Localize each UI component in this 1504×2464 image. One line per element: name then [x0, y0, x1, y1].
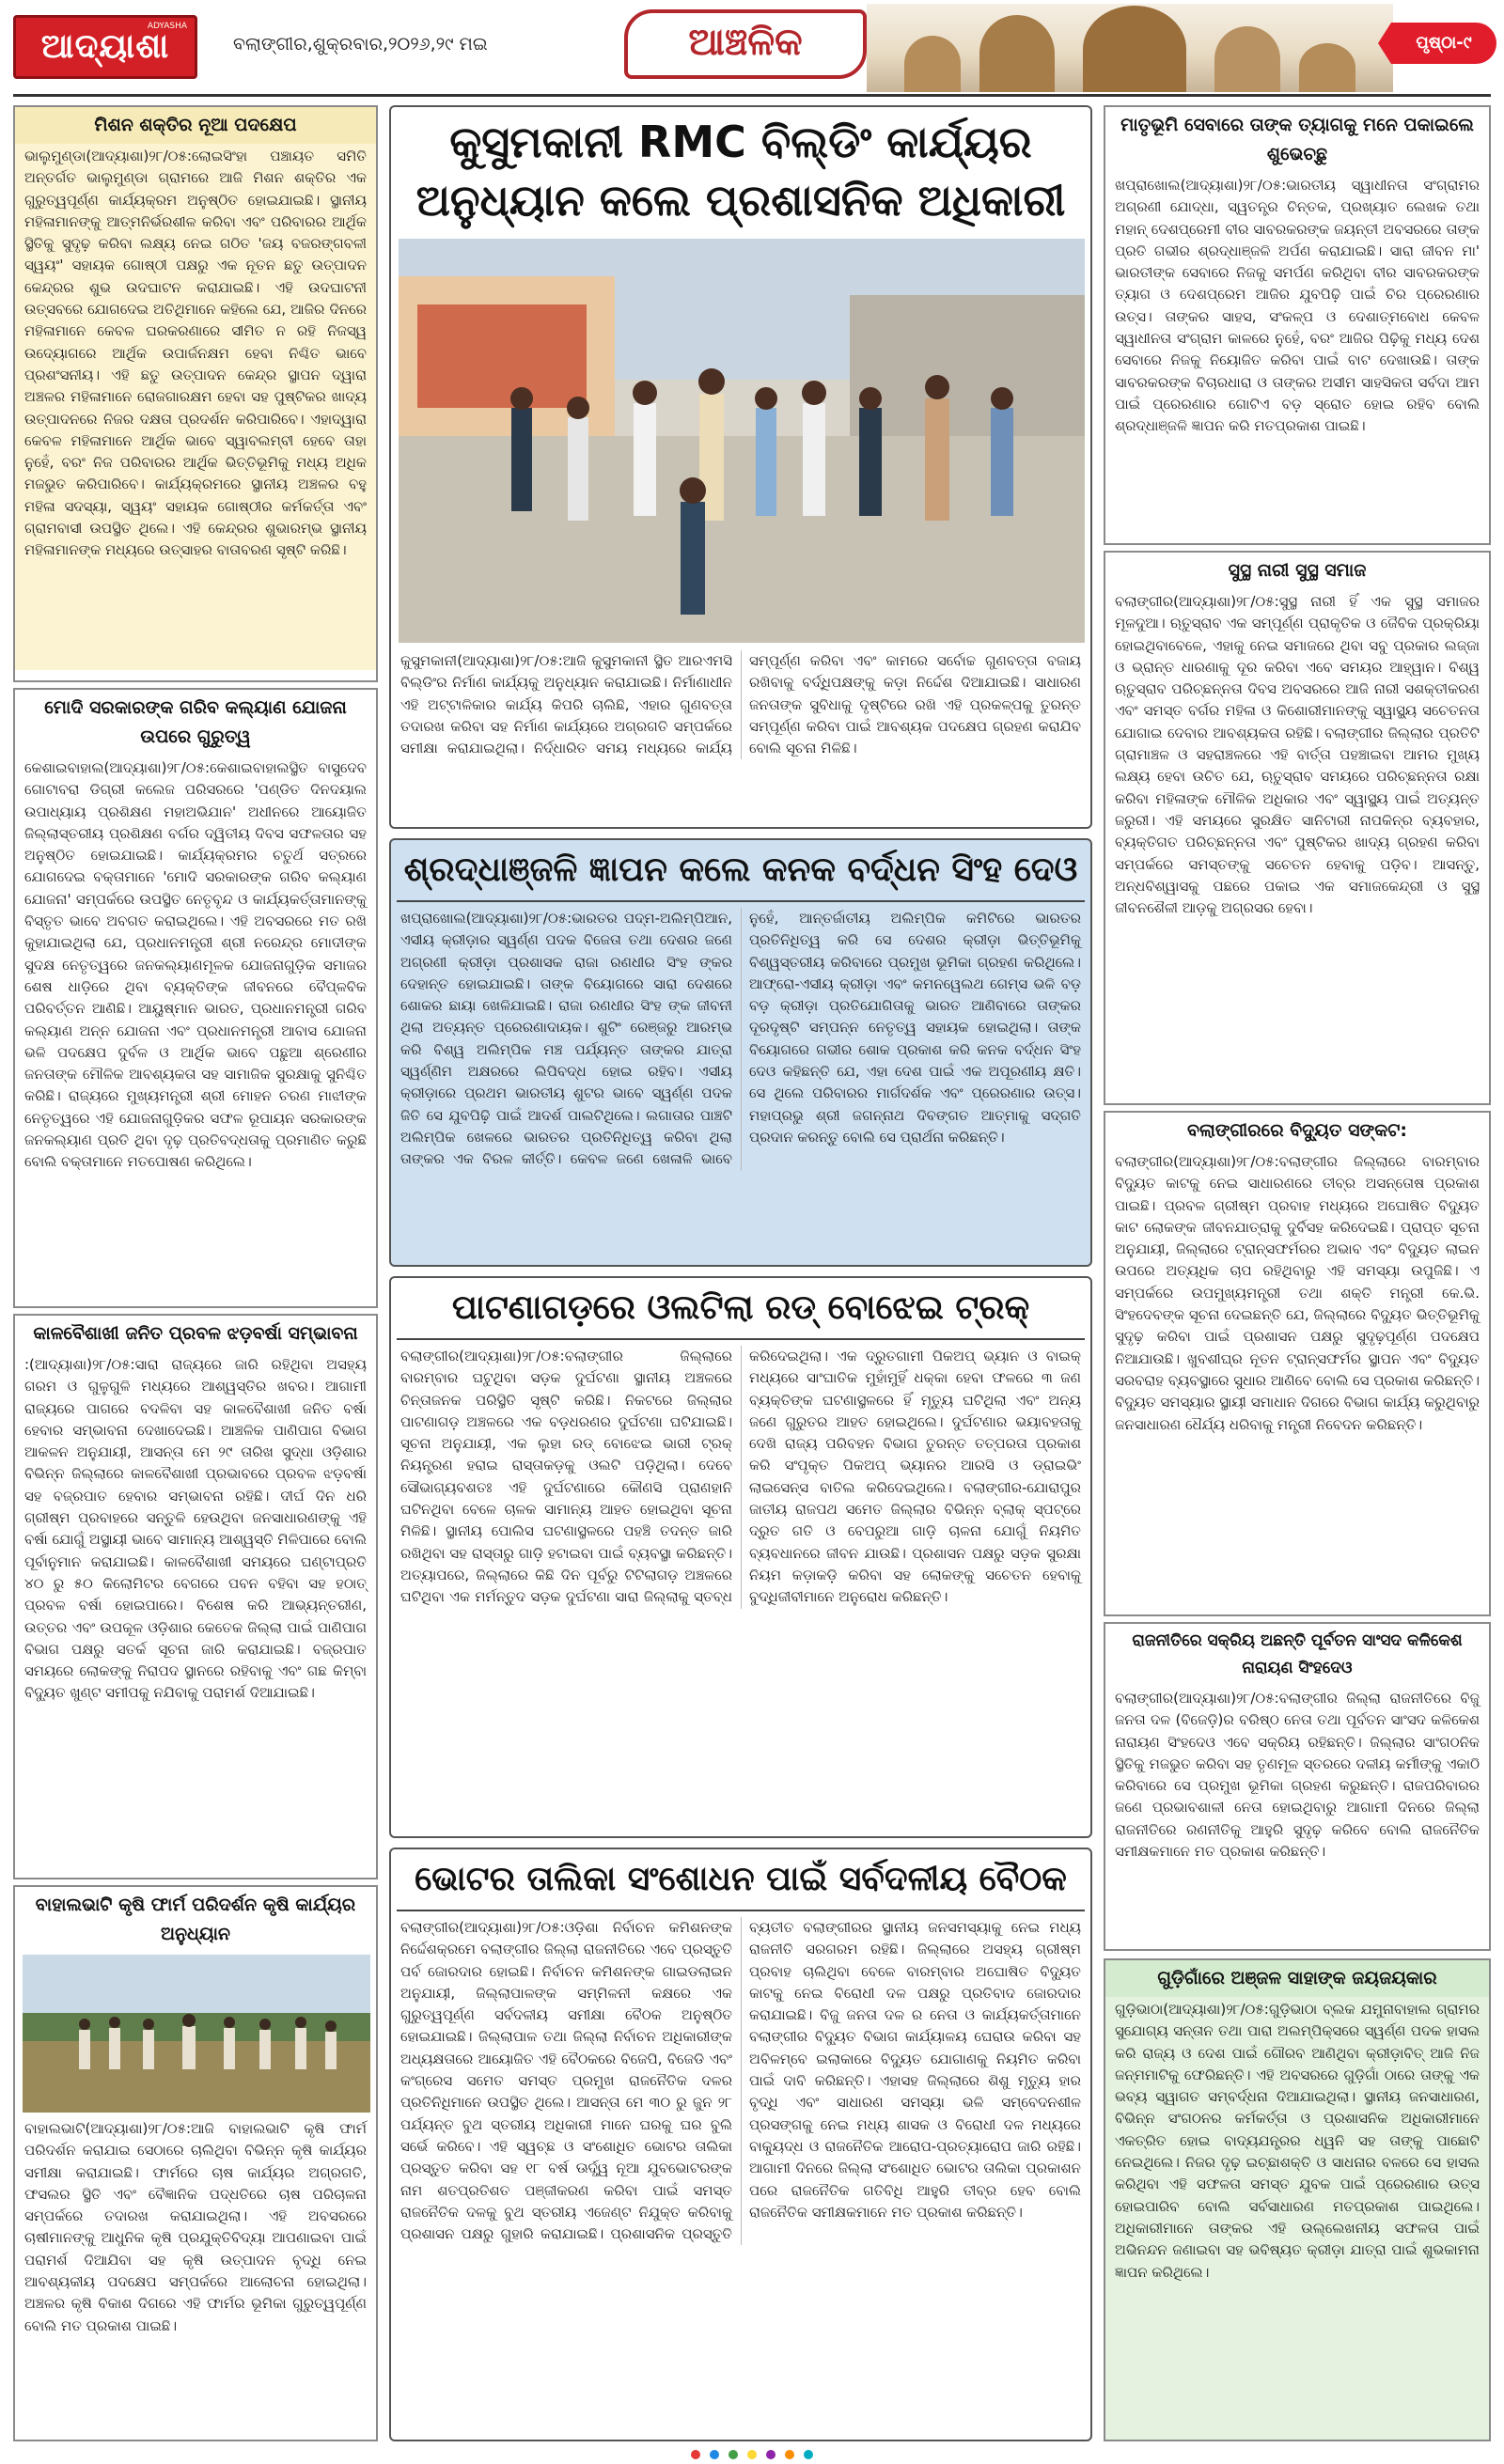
pagination-dot[interactable]	[804, 2450, 813, 2459]
headline: ସୁସ୍ଥ ନାରୀ ସୁସ୍ଥ ସମାଜ	[1228, 560, 1367, 581]
article-body: ବଲାଙ୍ଗୀର(ଆଦ୍ୟାଶା)୨୮/୦୫:ବଲାଙ୍ଗୀର ଜିଲ୍ଲାରେ ବାରମ୍ବାର ବିଦ୍ୟୁତ କାଟକୁ ନେଇ ସାଧାରଣରେ ତୀବ୍ର ଅସନ୍ତୋଷ ପ୍ରକାଶ ପାଇଛି। ପ୍ରବଳ ଗ୍ରୀଷ୍ମ ପ୍ରବାହ ମଧ୍ୟରେ ଅଘୋଷିତ ବିଦ୍ୟୁତ କାଟ ଲୋକଙ୍କ ଜୀବନଯାତ୍ରାକୁ ଦୁର୍ବିସହ କରିଦେଇଛି। ପ୍ରାପ୍ତ ସୂଚନା ଅନୁଯାୟୀ, ଜିଲ୍ଲାରେ ଟ୍ରାନ୍ସଫର୍ମରର ଅଭାବ ଏବଂ ବିଦ୍ୟୁତ ଲାଇନ ଉପରେ ଅତ୍ୟଧିକ ଚାପ ରହିଥିବାରୁ ଏହି ସମସ୍ୟା ଉପୁଜିଛି। ଏ ସମ୍ପର୍କରେ ଉପମୁଖ୍ୟମନ୍ତ୍ରୀ ତଥା ଶକ୍ତି ମନ୍ତ୍ରୀ କେ.ଭି. ସିଂହଦେବଙ୍କ ସୂଚନା ଦେଇଛନ୍ତି ଯେ, ଜିଲ୍ଲାରେ ବିଦ୍ୟୁତ ଭିତ୍ତିଭୂମିକୁ ସୁଦୃଢ଼ କରିବା ପାଇଁ ପ୍ରଶାସନ ପକ୍ଷରୁ ସୁଦୃଢ଼ପୂର୍ଣ୍ଣ ପଦକ୍ଷେପ ନିଆଯାଉଛି। ଖୁବଶୀଘ୍ର ନୂତନ ଟ୍ରାନ୍ସଫର୍ମର ସ୍ଥାପନ ଏବଂ ବିଦ୍ୟୁତ ସରବରାହ ବ୍ୟବସ୍ଥାରେ ସୁଧାର ଆଣିବେ ବୋଲି ସେ ପ୍ରକାଶ କରିଛନ୍ତି। ବିଦ୍ୟୁତ ସମସ୍ୟାର ସ୍ଥାୟୀ ସମାଧାନ ଦିଗରେ ବିଭାଗ କାର୍ଯ୍ୟ କରୁଥିବାରୁ ଜନସାଧାରଣ ଧୈର୍ଯ୍ୟ ଧରିବାକୁ ମନ୍ତ୍ରୀ ନିବେଦନ କରିଛନ୍ତି।	[1115, 1153, 1480, 1433]
article-body: କୁସୁମକାନୀ(ଆଦ୍ୟାଶା)୨୮/୦୫:ଆଜି କୁସୁମକାନୀ ସ୍ଥିତ ଆରଏମସି ବିଲ୍ଡିଂର ନିର୍ମାଣ କାର୍ଯ୍ୟକୁ ଅନୁଧ୍ୟାନ କରାଯାଇଛି। ନିର୍ମାଣାଧୀନ ଏହି ଅଟ୍ଟାଳିକାର କାର୍ଯ୍ୟ କିପରି ଚାଲିଛି, ଏହାର ଗୁଣବତ୍ତା ତଦାରଖ କରିବା ସହ ନିର୍ମାଣ କାର୍ଯ୍ୟରେ ଅଗ୍ରଗତି ସମ୍ପର୍କରେ ସମୀକ୍ଷା କରାଯାଇଥିଲା। ନିର୍ଦ୍ଧାରିତ ସମୟ ମଧ୍ୟରେ କାର୍ଯ୍ୟ ସମ୍ପୂର୍ଣ୍ଣ କରିବା ଏବଂ କାମରେ ସର୍ବୋଚ୍ଚ ଗୁଣବତ୍ତା ବଜାୟ ରଖିବାକୁ ବର୍ଦ୍ଧିପକ୍ଷଙ୍କୁ କଡ଼ା ନିର୍ଦ୍ଦେଶ ଦିଆଯାଇଛି। ସାଧାରଣ ଜନତାଙ୍କ ସୁବିଧାକୁ ଦୃଷ୍ଟିରେ ରଖି ଏହି ପ୍ରକଳ୍ପକୁ ତୁରନ୍ତ ସମ୍ପୂର୍ଣ୍ଣ କରିବା ପାଇଁ ଆବଶ୍ୟକ ପଦକ୍ଷେପ ଗ୍ରହଣ କରାଯିବ ବୋଲି ସୂଚନା ମିଳିଛି।	[400, 652, 1081, 757]
headline: ମୋଦି ସରକାରଙ୍କ ଗରିବ କଲ୍ୟାଣ ଯୋଜନା ଉପରେ ଗୁରୁତ୍ୱ	[44, 697, 347, 747]
article-body: ବଲାଙ୍ଗୀର(ଆଦ୍ୟାଶା)୨୮/୦୫:ସୁସ୍ଥ ନାରୀ ହିଁ ଏକ ସୁସ୍ଥ ସମାଜର ମୂଳଦୁଆ। ଋତୁସ୍ରାବ ଏକ ସମ୍ପୂର୍ଣ୍ଣ ପ୍ରାକୃତିକ ଓ ଜୈବିକ ପ୍ରକ୍ରିୟା ହୋଇଥିବାବେଳେ, ଏହାକୁ ନେଇ ସମାଜରେ ଥିବା ସବୁ ପ୍ରକାର ଲଜ୍ଜା ଓ ଭ୍ରାନ୍ତ ଧାରଣାକୁ ଦୂର କରିବା ଏବେ ସମୟର ଆହ୍ୱାନ। ବିଶ୍ୱ ଋତୁସ୍ରାବ ପରିଚ୍ଛନ୍ନତା ଦିବସ ଅବସରରେ ଆଜି ନାରୀ ସଶକ୍ତୀକରଣ ଏବଂ ସମସ୍ତ ବର୍ଗର ମହିଳା ଓ କିଶୋରୀମାନଙ୍କୁ ସ୍ୱାସ୍ଥ୍ୟ ସଚେତନତା ଯୋଗାଇ ଦେବାର ଆବଶ୍ୟକତା ରହିଛି। ବଲାଙ୍ଗୀର ଜିଲ୍ଲାର ପ୍ରତିଟି ଗ୍ରାମାଞ୍ଚଳ ଓ ସହରାଞ୍ଚଳରେ ଏହି ବାର୍ତ୍ତା ପହଞ୍ଚାଇବା ଆମର ମୁଖ୍ୟ ଲକ୍ଷ୍ୟ ହେବା ଉଚିତ ଯେ, ଋତୁସ୍ରାବ ସମୟରେ ପରିଚ୍ଛନ୍ନତା ରକ୍ଷା କରିବା ମହିଳାଙ୍କ ମୌଳିକ ଅଧିକାର ଏବଂ ସ୍ୱାସ୍ଥ୍ୟ ପାଇଁ ଅତ୍ୟନ୍ତ ଜରୁରୀ। ଏହି ସମୟରେ ସୁରକ୍ଷିତ ସାନିଟାରୀ ନାପକିନ୍‌ର ବ୍ୟବହାର, ବ୍ୟକ୍ତିଗତ ପରିଚ୍ଛନ୍ନତା ଏବଂ ପୁଷ୍ଟିକର ଖାଦ୍ୟ ଗ୍ରହଣ କରିବା ସମ୍ପର୍କରେ ସମସ୍ତଙ୍କୁ ସଚେତନ ହେବାକୁ ପଡ଼ିବ। ଆସନ୍ତୁ, ଅନ୍ଧବିଶ୍ୱାସକୁ ପଛରେ ପକାଇ ଏକ ସମାଜକେନ୍ଦ୍ରୀ ଓ ସୁସ୍ଥ ଜୀବନଶୈଳୀ ଆଡ଼କୁ ଅଗ୍ରସର ହେବା।	[1115, 593, 1480, 917]
article-body: :(ଆଦ୍ୟାଶା)୨୮/୦୫:ସାରା ରାଜ୍ୟରେ ଜାରି ରହିଥିବା ଅସହ୍ୟ ଗରମ ଓ ଗୁଳୁଗୁଳି ମଧ୍ୟରେ ଆଶ୍ୱସ୍ତିର ଖବର। ଆଗାମୀ ରାଜ୍ୟରେ ପାଗରେ ବଦଳିବା ସହ କାଳବୈଶାଖୀ ଜନିତ ବର୍ଷା ହେବାର ସମ୍ଭାବନା ଦେଖାଦେଇଛି। ଆଞ୍ଚଳିକ ପାଣିପାଗ ବିଭାଗ ଆକଳନ ଅନୁଯାୟୀ, ଆସନ୍ତା ମେ ୨୯ ତାରିଖ ସୁଦ୍ଧା ଓଡ଼ିଶାର ବିଭିନ୍ନ ଜିଲ୍ଲାରେ କାଳବୈଶାଖୀ ପ୍ରଭାବରେ ପ୍ରବଳ ଝଡ଼ବର୍ଷା ସହ ବଜ୍ରପାତ ହେବାର ସମ୍ଭାବନା ରହିଛି। ଦୀର୍ଘ ଦିନ ଧରି ଗ୍ରୀଷ୍ମ ପ୍ରବାହରେ ସନ୍ତୁଳି ହେଉଥିବା ଜନସାଧାରଣଙ୍କୁ ଏହି ବର୍ଷା ଯୋଗୁଁ ଅସ୍ଥାୟୀ ଭାବେ ସାମାନ୍ୟ ଆଶ୍ୱସ୍ତି ମିଳିପାରେ ବୋଲି ପୂର୍ବାନୁମାନ କରାଯାଇଛି। କାଳବୈଶାଖୀ ସମୟରେ ଘଣ୍ଟାପ୍ରତି ୪୦ ରୁ ୫୦ କିଲୋମିଟର ବେଗରେ ପବନ ବହିବା ସହ ହଠାତ୍ ପ୍ରବଳ ବର୍ଷା ହୋଇପାରେ। ବିଶେଷ କରି ଆଭ୍ୟନ୍ତରୀଣ, ଉତ୍ତର ଏବଂ ଉପକୂଳ ଓଡ଼ିଶାର କେତେକ ଜିଲ୍ଲା ପାଇଁ ପାଣିପାଗ ବିଭାଗ ପକ୍ଷରୁ ସତର୍କ ସୂଚନା ଜାରି କରାଯାଇଛି। ବଜ୍ରପାତ ସମୟରେ ଲୋକଙ୍କୁ ନିରାପଦ ସ୍ଥାନରେ ରହିବାକୁ ଏବଂ ଗଛ କିମ୍ବା ବିଦ୍ୟୁତ ଖୁଣ୍ଟ ସମୀପକୁ ନଯିବାକୁ ପରାମର୍ଶ ଦିଆଯାଇଛି।	[24, 1356, 367, 1702]
headline: ବାହାଲଭାଟି କୃଷି ଫାର୍ମ ପରିଦର୍ଶନ କୃଷି କାର୍ଯ୍ୟର ଅନୁଧ୍ୟାନ	[35, 1895, 356, 1944]
headline: ପାଟଣାଗଡ଼ରେ ଓଲଟିଲା ରଡ୍ ବୋଝେଇ ଟ୍ରକ୍	[451, 1288, 1030, 1327]
article-truck-accident[interactable]	[389, 1276, 1092, 1838]
article-body: କେଶାଇବାହାଲ(ଆଦ୍ୟାଶା)୨୮/୦୫:କେଶାଇବାହାଲସ୍ଥିତ ବାସୁଦେବ ଗୋଟାବରା ଡିଗ୍ରୀ କଲେଜ ପରିସରରେ 'ପଣ୍ଡିତ ଦିନଦୟାଲ ଉପାଧ୍ୟାୟ ପ୍ରଶିକ୍ଷଣ ମହାଅଭିଯାନ' ଅଧୀନରେ ଆୟୋଜିତ ଜିଲ୍ଲାସ୍ତରୀୟ ପ୍ରଶିକ୍ଷଣ ବର୍ଗର ଦ୍ୱିତୀୟ ଦିବସ ସଫଳତାର ସହ ଅନୁଷ୍ଠିତ ହୋଇଯାଇଛି। କାର୍ଯ୍ୟକ୍ରମର ଚତୁର୍ଥ ସତ୍ରରେ ଯୋଗଦେଇ ବକ୍ତାମାନେ 'ମୋଦି ସରକାରଙ୍କ ଗରିବ କଲ୍ୟାଣ ଯୋଜନା' ସମ୍ପର୍କରେ ଉପସ୍ଥିତ ନେତୃବୃନ୍ଦ ଓ କାର୍ଯ୍ୟକର୍ତ୍ତାମାନଙ୍କୁ ବିସ୍ତୃତ ଭାବେ ଅବଗତ କରାଇଥିଲେ। ଏହି ଅବସରରେ ମତ ରଖି କୁହାଯାଇଥିଲା ଯେ, ପ୍ରଧାନମନ୍ତ୍ରୀ ଶ୍ରୀ ନରେନ୍ଦ୍ର ମୋଦୀଙ୍କ ସୁଦକ୍ଷ ନେତୃତ୍ୱରେ ଜନକଲ୍ୟାଣମୂଳକ ଯୋଜନାଗୁଡ଼ିକ ସମାଜର ଶେଷ ଧାଡ଼ିରେ ଥିବା ବ୍ୟକ୍ତିଙ୍କ ଜୀବନରେ ବୈପ୍ଳବିକ ପରିବର୍ତ୍ତନ ଆଣିଛି। ଆୟୁଷ୍ମାନ ଭାରତ, ପ୍ରଧାନମନ୍ତ୍ରୀ ଗରିବ କଲ୍ୟାଣ ଅନ୍ନ ଯୋଜନା ଏବଂ ପ୍ରଧାନମନ୍ତ୍ରୀ ଆବାସ ଯୋଜନା ଭଳି ପଦକ୍ଷେପ ଦୁର୍ବଳ ଓ ଆର୍ଥିକ ଭାବେ ପଛୁଆ ଶ୍ରେଣୀର ଜନତାଙ୍କ ମୌଳିକ ଆବଶ୍ୟକତା ସହ ସାମାଜିକ ସୁରକ୍ଷାକୁ ସୁନିଶ୍ଚିତ କରିଛି। ରାଜ୍ୟରେ ମୁଖ୍ୟମନ୍ତ୍ରୀ ଶ୍ରୀ ମୋହନ ଚରଣ ମାଝୀଙ୍କ ନେତୃତ୍ୱରେ ଏହି ଯୋଜନାଗୁଡ଼ିକର ସଫଳ ରୂପାୟନ ସରକାରଙ୍କ ଜନକଲ୍ୟାଣ ପ୍ରତି ଥିବା ଦୃଢ଼ ପ୍ରତିବଦ୍ଧତାକୁ ପ୍ରମାଣିତ କରୁଛି ବୋଲି ବକ୍ତାମାନେ ମତପୋଷଣ କରିଥିଲେ।	[24, 759, 367, 1171]
headline: ମାତୃଭୂମି ସେବାରେ ତାଙ୍କ ତ୍ୟାଗକୁ ମନେ ପକାଇଲେ ଶୁଭେଚ୍ଛୁ	[1120, 115, 1474, 164]
pagination-dot[interactable]	[728, 2450, 738, 2459]
article-rmc-building[interactable]	[389, 105, 1092, 829]
pagination-dot[interactable]	[747, 2450, 757, 2459]
article-healthy-women[interactable]	[1104, 551, 1491, 1105]
section-title: ଆଞ୍ଚଳିକ	[688, 21, 803, 64]
article-farm-visit[interactable]	[13, 1885, 378, 2441]
article-former-mp[interactable]	[1104, 1622, 1491, 1951]
headline: କାଳବୈଶାଖୀ ଜନିତ ପ୍ରବଳ ଝଡ଼ବର୍ଷା ସମ୍ଭାବନା	[33, 1323, 358, 1344]
headline: ବଲାଙ୍ଗୀରରେ ବିଦ୍ୟୁତ ସଙ୍କଟ:	[1186, 1120, 1408, 1141]
section-banner	[624, 9, 867, 79]
article-body: ଖପ୍ରାଖୋଲ(ଆଦ୍ୟାଶା)୨୮/୦୫:ଭାରତୀୟ ସ୍ୱାଧୀନତା ସଂଗ୍ରାମର ଅଗ୍ରଣୀ ଯୋଦ୍ଧା, ସ୍ୱତନ୍ତ୍ର ଚିନ୍ତକ, ପ୍ରଖ୍ୟାତ ଲେଖକ ତଥା ମହାନ୍ ଦେଶପ୍ରେମୀ ବୀର ସାବରକରଙ୍କ ଜୟନ୍ତୀ ଅବସରରେ ତାଙ୍କ ପ୍ରତି ଗଭୀର ଶ୍ରଦ୍ଧାଞ୍ଜଳି ଅର୍ପଣ କରାଯାଇଛି। ସାରା ଜୀବନ ମା' ଭାରତୀଙ୍କ ସେବାରେ ନିଜକୁ ସମର୍ପଣ କରିଥିବା ବୀର ସାବରକରଙ୍କ ତ୍ୟାଗ ଓ ଦେଶପ୍ରେମ ଆଜିର ଯୁବପିଢ଼ି ପାଇଁ ଚିର ପ୍ରେରଣାର ଉତ୍ସ। ତାଙ୍କର ସାହସ, ସଂକଳ୍ପ ଓ ଦେଶାତ୍ମବୋଧ କେବଳ ସ୍ୱାଧୀନତା ସଂଗ୍ରାମ କାଳରେ ନୁହେଁ, ବରଂ ଆଜିର ପିଢ଼ିକୁ ମଧ୍ୟ ଦେଶ ସେବାରେ ନିଜକୁ ନିୟୋଜିତ କରିବା ପାଇଁ ବାଟ ଦେଖାଉଛି। ତାଙ୍କ ସାବରକରଙ୍କ ବିଚାରଧାରା ଓ ତାଙ୍କର ଅସୀମ ସାହସିକତା ସର୍ବଦା ଆମ ପାଇଁ ପ୍ରେରଣାର ଗୋଟିଏ ବଡ଼ ସ୍ରୋତ ହୋଇ ରହିବ ବୋଲି ଶ୍ରଦ୍ଧାଞ୍ଜଳି ଜ୍ଞାପନ କରି ମତପ୍ରକାଶ ପାଇଛି।	[1115, 177, 1480, 435]
pagination-dot[interactable]	[766, 2450, 776, 2459]
rmc-site-photo[interactable]	[399, 239, 1083, 643]
page-number-tag: ପୃଷ୍ଠା-୯	[1391, 23, 1496, 64]
article-body: ଭାଲୁମୁଣ୍ଡା(ଆଦ୍ୟାଶା)୨୮/୦୫:ଲୋଇସିଂହା ପଞ୍ଚାୟତ ସମିତି ଅନ୍ତର୍ଗତ ଭାଲୁମୁଣ୍ଡା ଗ୍ରାମରେ ଆଜି ମିଶନ ଶକ୍ତିର ଏକ ଗୁରୁତ୍ୱପୂର୍ଣ୍ଣ କାର୍ଯ୍ୟକ୍ରମ ଅନୁଷ୍ଠିତ ହୋଇଯାଇଛି। ସ୍ଥାନୀୟ ମହିଳାମାନଙ୍କୁ ଆତ୍ମନିର୍ଭରଶୀଳ କରିବା ଏବଂ ପରିବାରର ଆର୍ଥିକ ସ୍ଥିତିକୁ ସୁଦୃଢ଼ କରିବା ଲକ୍ଷ୍ୟ ନେଇ ଗଠିତ 'ଜୟ ବଜରଙ୍ଗବଳୀ ସ୍ୱୟଂ' ସହାୟକ ଗୋଷ୍ଠୀ ପକ୍ଷରୁ ଏକ ନୂତନ ଛତୁ ଉତ୍ପାଦନ କେନ୍ଦ୍ରର ଶୁଭ ଉଦଘାଟନ କରାଯାଇଛି। ଏହି ଉଦଘାଟନୀ ଉତ୍ସବରେ ଯୋଗଦେଇ ଅତିଥିମାନେ କହିଲେ ଯେ, ଆଜିର ଦିନରେ ମହିଳାମାନେ କେବଳ ଘରକରଣାରେ ସୀମିତ ନ ରହି ନିଜସ୍ୱ ଉଦ୍ୟୋଗରେ ଆର୍ଥିକ ଉପାର୍ଜନକ୍ଷମ ହେବା ନିଶ୍ଚିତ ଭାବେ ପ୍ରଶଂସନୀୟ। ଏହି ଛତୁ ଉତ୍ପାଦନ କେନ୍ଦ୍ର ସ୍ଥାପନ ଦ୍ୱାରା ଅଞ୍ଚଳର ମହିଳାମାନେ ରୋଜଗାରକ୍ଷମ ହେବା ସହ ପୁଷ୍ଟିକର ଖାଦ୍ୟ ଉତ୍ପାଦନରେ ନିଜର ଦକ୍ଷତା ପ୍ରଦର୍ଶନ କରିପାରିବେ। ଏହାଦ୍ୱାରା କେବଳ ମହିଳାମାନେ ଆର୍ଥିକ ଭାବେ ସ୍ୱାବଲମ୍ବୀ ହେବେ ତାହା ନୁହେଁ, ବରଂ ନିଜ ପରିବାରର ଆର୍ଥିକ ଭିତ୍ତିଭୂମିକୁ ମଧ୍ୟ ଅଧିକ ମଜଭୁତ କରିପାରିବେ। କାର୍ଯ୍ୟକ୍ରମରେ ସ୍ଥାନୀୟ ଅଞ୍ଚଳର ବହୁ ମହିଳା ସଦସ୍ୟା, ସ୍ୱୟଂ ସହାୟକ ଗୋଷ୍ଠୀର କର୍ମକର୍ତ୍ତା ଏବଂ ଗ୍ରାମବାସୀ ଉପସ୍ଥିତ ଥିଲେ। ଏହି କେନ୍ଦ୍ରର ଶୁଭାରମ୍ଭ ସ୍ଥାନୀୟ ମହିଳାମାନଙ୍କ ମଧ୍ୟରେ ଉତ୍ସାହର ବାତାବରଣ ସୃଷ୍ଟି କରିଛି।	[15, 144, 376, 670]
pagination-dot[interactable]	[691, 2450, 700, 2459]
headline: ମିଶନ ଶକ୍ତିର ନୂଆ ପଦକ୍ଷେପ	[94, 115, 297, 135]
headline: ରାଜନୀତିରେ ସକ୍ରିୟ ଅଛନ୍ତି ପୂର୍ବତନ ସାଂସଦ କଳିକେଶ ନାରାୟଣ ସିଂହଦେଓ	[1132, 1631, 1463, 1677]
pagination-dot[interactable]	[710, 2450, 719, 2459]
article-motherland[interactable]	[1104, 105, 1491, 545]
farm-photo[interactable]	[23, 1955, 368, 2113]
header-rule	[13, 94, 1491, 97]
headline: ଭୋଟର ତାଲିକା ସଂଶୋଧନ ପାଇଁ ସର୍ବଦଳୀୟ ବୈଠକ	[415, 1860, 1067, 1898]
article-mission-shakti[interactable]	[13, 105, 378, 682]
headline: ଗୁଡ଼ିଗାଁରେ ଅଞ୍ଜଳ ସାହାଙ୍କ ଜୟଜୟକାର	[1105, 1960, 1489, 1997]
article-tribute[interactable]	[389, 838, 1092, 1267]
masthead	[0, 0, 1504, 101]
article-power-crisis[interactable]	[1104, 1111, 1491, 1616]
logo-text: ଆଦ୍ୟାଶା	[40, 27, 170, 66]
pagination-dot[interactable]	[785, 2450, 794, 2459]
headline: ଶ୍ରଦ୍ଧାଞ୍ଜଳି ଜ୍ଞାପନ କଲେ କନକ ବର୍ଦ୍ଧନ ସିଂହ ଦେଓ	[403, 850, 1078, 889]
article-body: ବାହାଲଭାଟି(ଆଦ୍ୟାଶା)୨୮/୦୫:ଆଜି ବାହାଲଭାଟି କୃଷି ଫାର୍ମ ପରିଦର୍ଶନ କରାଯାଇ ସେଠାରେ ଚାଲିଥିବା ବିଭିନ୍ନ କୃଷି କାର୍ଯ୍ୟର ସମୀକ୍ଷା କରାଯାଇଛି। ଫାର୍ମରେ ଚାଷ କାର୍ଯ୍ୟର ଅଗ୍ରଗତି, ଫସଲର ସ୍ଥିତି ଏବଂ ବୈଜ୍ଞାନିକ ପଦ୍ଧତିରେ ଚାଷ ପରିଚାଳନା ସମ୍ପର୍କରେ ତଦାରଖ କରାଯାଇଥିଲା। ଏହି ଅବସରରେ ଚାଷୀମାନଙ୍କୁ ଆଧୁନିକ କୃଷି ପ୍ରଯୁକ୍ତିବିଦ୍ୟା ଆପଣାଇବା ପାଇଁ ପରାମର୍ଶ ଦିଆଯିବା ସହ କୃଷି ଉତ୍ପାଦନ ବୃଦ୍ଧି ନେଇ ଆବଶ୍ୟକୀୟ ପଦକ୍ଷେପ ସମ୍ପର୍କରେ ଆଲୋଚନା ହୋଇଥିଲା। ଅଞ୍ଚଳର କୃଷି ବିକାଶ ଦିଗରେ ଏହି ଫାର୍ମର ଭୂମିକା ଗୁରୁତ୍ୱପୂର୍ଣ୍ଣ ବୋଲି ମତ ପ୍ରକାଶ ପାଇଛି।	[24, 2120, 367, 2334]
article-body: ଗୁଡ଼ିଭାଠା(ଆଦ୍ୟାଶା)୨୮/୦୫:ଗୁଡ଼ିଭାଠା ବ୍ଲକ ଯମୁନାବାହାଲ ଗ୍ରାମର ସୁଯୋଗ୍ୟ ସନ୍ତାନ ତଥା ପାରା ଅଲମ୍ପିକ୍ସରେ ସ୍ୱର୍ଣ୍ଣ ପଦକ ହାସଲ କରି ରାଜ୍ୟ ଓ ଦେଶ ପାଇଁ ଗୌରବ ଆଣିଥିବା କ୍ରୀଡ଼ାବିତ୍ ଆଜି ନିଜ ଜନ୍ମମାଟିକୁ ଫେରିଛନ୍ତି। ଏହି ଅବସରରେ ଗୁଡ଼ିଗାଁ ଠାରେ ତାଙ୍କୁ ଏକ ଭବ୍ୟ ସ୍ୱାଗତ ସମ୍ବର୍ଦ୍ଧନା ଦିଆଯାଇଥିଲା। ସ୍ଥାନୀୟ ଜନସାଧାରଣ, ବିଭିନ୍ନ ସଂଗଠନର କର୍ମକର୍ତ୍ତା ଓ ପ୍ରଶାସନିକ ଅଧିକାରୀମାନେ ଏକତ୍ରିତ ହୋଇ ବାଦ୍ୟଯନ୍ତ୍ରର ଧ୍ୱନି ସହ ତାଙ୍କୁ ପାଛୋଟି ନେଇଥିଲେ। ନିଜର ଦୃଢ଼ ଇଚ୍ଛାଶକ୍ତି ଓ ସାଧନାର ବଳରେ ସେ ହାସଲ କରିଥିବା ଏହି ସଫଳତା ସମସ୍ତ ଯୁବକ ପାଇଁ ପ୍ରେରଣାର ଉତ୍ସ ହୋଇପାରିବ ବୋଲି ସର୍ବସାଧାରଣ ମତପ୍ରକାଶ ପାଇଥିଲେ। ଅଧିକାରୀମାନେ ତାଙ୍କର ଏହି ଉଲ୍ଲେଖନୀୟ ସଫଳତା ପାଇଁ ଅଭିନନ୍ଦନ ଜଣାଇବା ସହ ଭବିଷ୍ୟତ କ୍ରୀଡ଼ା ଯାତ୍ରା ପାଇଁ ଶୁଭକାମନା ଜ୍ଞାପନ କରିଥିଲେ।	[1115, 2001, 1480, 2281]
article-body: ଖପ୍ରାଖୋଲ(ଆଦ୍ୟାଶା)୨୮/୦୫:ଭାରତର ପଦ୍ମ-ଅଲିମ୍ପିଆନ, ଏସୀୟ କ୍ରୀଡ଼ାର ସ୍ୱର୍ଣ୍ଣ ପଦକ ବିଜେତା ତଥା ଦେଶର ଜଣେ ଅଗ୍ରଣୀ କ୍ରୀଡ଼ା ପ୍ରଶାସକ ରାଜା ରଣଧୀର ସିଂହ ଙ୍କର ଦେହାନ୍ତ ହୋଇଯାଇଛି। ତାଙ୍କ ବିୟୋଗରେ ସାରା ଦେଶରେ ଶୋକର ଛାୟା ଖେଳିଯାଇଛି। ରାଜା ରଣଧୀର ସିଂହ ଙ୍କ ଜୀବନୀ ଥିଲା ଅତ୍ୟନ୍ତ ପ୍ରେରଣାଦାୟକ। ଶୁଟିଂ ରେଞ୍ଜରୁ ଆରମ୍ଭ କରି ବିଶ୍ୱ ଅଲିମ୍ପିକ ମଞ୍ଚ ପର୍ଯ୍ୟନ୍ତ ତାଙ୍କର ଯାତ୍ରା ସ୍ୱର୍ଣ୍ଣିମ ଅକ୍ଷରରେ ଲିପିବଦ୍ଧ ହୋଇ ରହିବ। ଏସୀୟ କ୍ରୀଡ଼ାରେ ପ୍ରଥମ ଭାରତୀୟ ଶୁଟର ଭାବେ ସ୍ୱର୍ଣ୍ଣ ପଦକ ଜିତି ସେ ଯୁବପିଢ଼ି ପାଇଁ ଆଦର୍ଶ ପାଲଟିଥିଲେ। ଲଗାତାର ପାଞ୍ଚଟି ଅଲିମ୍ପିକ ଖେଳରେ ଭାରତର ପ୍ରତିନିଧିତ୍ୱ କରିବା ଥିଲା ତାଙ୍କର ଏକ ବିରଳ କୀର୍ତ୍ତି। କେବଳ ଜଣେ ଖେଳାଳି ଭାବେ ନୁହେଁ, ଆନ୍ତର୍ଜାତୀୟ ଅଲିମ୍ପିକ କମିଟିରେ ଭାରତର ପ୍ରତିନିଧିତ୍ୱ କରି ସେ ଦେଶର କ୍ରୀଡ଼ା ଭିତ୍ତିଭୂମିକୁ ବିଶ୍ୱସ୍ତରୀୟ କରିବାରେ ପ୍ରମୁଖ ଭୂମିକା ଗ୍ରହଣ କରିଥିଲେ। ଆଫ୍ରୋ-ଏସୀୟ କ୍ରୀଡ଼ା ଏବଂ କମନୱେଲଥ ଗେମ୍ସ ଭଳି ବଡ଼ ବଡ଼ କ୍ରୀଡ଼ା ପ୍ରତିଯୋଗିତାକୁ ଭାରତ ଆଣିବାରେ ତାଙ୍କର ଦୂରଦୃଷ୍ଟି ସମ୍ପନ୍ନ ନେତୃତ୍ୱ ସହାୟକ ହୋଇଥିଲା। ତାଙ୍କ ବିୟୋଗରେ ଗଭୀର ଶୋକ ପ୍ରକାଶ କରି କନକ ବର୍ଦ୍ଧନ ସିଂହ ଦେଓ କହିଛନ୍ତି ଯେ, ଏହା ଦେଶ ପାଇଁ ଏକ ଅପୂରଣୀୟ କ୍ଷତି। ସେ ଥିଲେ ପରିବାରର ମାର୍ଗଦର୍ଶକ ଏବଂ ପ୍ରେରଣାର ଉତ୍ସ। ମହାପ୍ରଭୁ ଶ୍ରୀ ଜଗନ୍ନାଥ ଦିବଙ୍ଗତ ଆତ୍ମାକୁ ସଦ୍ଗତି ପ୍ରଦାନ କରନ୍ତୁ ବୋଲି ସେ ପ୍ରାର୍ଥନା କରିଛନ୍ତି।	[400, 910, 1081, 1168]
article-gudigaon[interactable]	[1104, 1958, 1491, 2441]
newspaper-logo[interactable]	[13, 15, 197, 79]
pagination-dots	[649, 2445, 855, 2458]
dateline: ବଲାଙ୍ଗୀର,ଶୁକ୍ରବାର,୨୦୨୬,୨୯ ମଇ	[233, 34, 488, 55]
headline: କୁସୁମକାନୀ RMC ବିଲ୍ଡିଂ କାର୍ଯ୍ୟର ଅନୁଧ୍ୟାନ କଲେ ପ୍ରଶାସନିକ ଅଧିକାରୀ	[415, 117, 1066, 226]
article-body: ବଲାଙ୍ଗୀର(ଆଦ୍ୟାଶା)୨୮/୦୫:ବଲାଙ୍ଗୀର ଜିଲ୍ଲା ରାଜନୀତିରେ ବିଜୁ ଜନତା ଦଳ (ବିଜେଡ଼ି)ର ବରିଷ୍ଠ ନେତା ତଥା ପୂର୍ବତନ ସାଂସଦ କଳିକେଶ ନାରାୟଣ ସିଂହଦେଓ ଏବେ ସକ୍ରିୟ ରହିଛନ୍ତି। ଜିଲ୍ଲାର ସାଂଗଠନିକ ସ୍ଥିତିକୁ ମଜଭୁତ କରିବା ସହ ତୃଣମୂଳ ସ୍ତରରେ ଦଳୀୟ କର୍ମୀଙ୍କୁ ଏକାଠି କରିବାରେ ସେ ପ୍ରମୁଖ ଭୂମିକା ଗ୍ରହଣ କରୁଛନ୍ତି। ରାଜପରିବାରର ଜଣେ ପ୍ରଭାବଶାଳୀ ନେତା ହୋଇଥିବାରୁ ଆଗାମୀ ଦିନରେ ଜିଲ୍ଲା ରାଜନୀତିରେ ରଣନୀତିକୁ ଆହୁରି ସୁଦୃଢ଼ କରିବେ ବୋଲି ରାଜନୈତିକ ସମୀକ୍ଷକମାନେ ମତ ପ୍ରକାଶ କରିଛନ୍ତି।	[1115, 1690, 1480, 1861]
article-voter-list[interactable]	[389, 1848, 1092, 2441]
article-body: ବଲାଙ୍ଗୀର(ଆଦ୍ୟାଶା)୨୮/୦୫:ବଲାଙ୍ଗୀର ଜିଲ୍ଲାରେ ବାରମ୍ବାର ଘଟୁଥିବା ସଡ଼କ ଦୁର୍ଘଟଣା ସ୍ଥାନୀୟ ଅଞ୍ଚଳରେ ଚିନ୍ତାଜନକ ପରିସ୍ଥିତି ସୃଷ୍ଟି କରିଛି। ନିକଟରେ ଜିଲ୍ଲାର ପାଟଣାଗଡ଼ ଅଞ୍ଚଳରେ ଏକ ବଡ଼ଧରଣର ଦୁର୍ଘଟଣା ଘଟିଯାଇଛି। ସୂଚନା ଅନୁଯାୟୀ, ଏକ ଲୁହା ରଡ୍ ବୋଝେଇ ଭାରୀ ଟ୍ରକ୍ ନିୟନ୍ତ୍ରଣ ହରାଇ ରାସ୍ତାକଡ଼କୁ ଓଲଟି ପଡ଼ିଥିଲା। ଦେବେ ସୌଭାଗ୍ୟବଶତଃ ଏହି ଦୁର୍ଘଟଣାରେ କୌଣସି ପ୍ରାଣହାନି ଘଟିନଥିବା ବେଳେ ଚାଳକ ସାମାନ୍ୟ ଆହତ ହୋଇଥିବା ସୂଚନା ମିଳିଛି। ସ୍ଥାନୀୟ ପୋଲିସ ଘଟଣାସ୍ଥଳରେ ପହଞ୍ଚି ତଦନ୍ତ ଜାରି ରଖିଥିବା ସହ ରାସ୍ତାରୁ ଗାଡ଼ି ହଟାଇବା ପାଇଁ ବ୍ୟବସ୍ଥା କରିଛନ୍ତି। ଅତ୍ୟାପରେ, ଜିଲ୍ଲାରେ କିଛି ଦିନ ପୂର୍ବରୁ ଟିଟିଲାଗଡ଼ ଅଞ୍ଚଳରେ ଘଟିଥିବା ଏକ ମର୍ମନ୍ତୁଦ ସଡ଼କ ଦୁର୍ଘଟଣା ସାରା ଜିଲ୍ଲାକୁ ସ୍ତବ୍ଧ କରିଦେଇଥିଲା। ଏକ ଦ୍ରୁତଗାମୀ ପିକଅପ୍ ଭ୍ୟାନ ଓ ବାଇକ୍ ମଧ୍ୟରେ ସାଂଘାତିକ ମୁହାଁମୁହିଁ ଧକ୍କା ହେବା ଫଳରେ ୩ ଜଣ ବ୍ୟକ୍ତିଙ୍କ ଘଟଣାସ୍ଥଳରେ ହିଁ ମୃତ୍ୟୁ ଘଟିଥିଲା ଏବଂ ଅନ୍ୟ ଜଣେ ଗୁରୁତର ଆହତ ହୋଇଥିଲେ। ଦୁର୍ଘଟଣାର ଭୟାବହତାକୁ ଦେଖି ରାଜ୍ୟ ପରିବହନ ବିଭାଗ ତୁରନ୍ତ ତତ୍ପରତା ପ୍ରକାଶ କରି ସଂପୃକ୍ତ ପିକଅପ୍ ଭ୍ୟାନର ଆରସି ଓ ଡ୍ରାଇଭିଂ ଲାଇସେନ୍ସ ବାତିଲ କରିଦେଇଥିଲେ। ବଲାଙ୍ଗୀର-ଯୋରାପୁର ଜାତୀୟ ରାଜପଥ ସମେତ ଜିଲ୍ଲାର ବିଭିନ୍ନ ବ୍ଲାକ୍ ସ୍ପଟ୍‌ରେ ଦ୍ରୁତ ଗତି ଓ ବେପରୁଆ ଗାଡ଼ି ଚାଳନା ଯୋଗୁଁ ନିୟମିତ ବ୍ୟବଧାନରେ ଜୀବନ ଯାଉଛି। ପ୍ରଶାସନ ପକ୍ଷରୁ ସଡ଼କ ସୁରକ୍ଷା ନିୟମ କଡ଼ାକଡ଼ି କରିବା ସହ ଲୋକଙ୍କୁ ସଚେତନ ହେବାକୁ ବୁଦ୍ଧିଜୀବୀମାନେ ଅନୁରୋଧ କରିଛନ୍ତି।	[400, 1348, 1081, 1606]
article-body: ବଲାଙ୍ଗୀର(ଆଦ୍ୟାଶା)୨୮/୦୫:ଓଡ଼ିଶା ନିର୍ବାଚନ କମିଶନଙ୍କ ନିର୍ଦ୍ଦେଶକ୍ରମେ ବଲାଙ୍ଗୀର ଜିଲ୍ଲା ରାଜନୀତିରେ ଏବେ ପ୍ରସ୍ତୁତି ପର୍ବ ଜୋରଦାର ହୋଇଛି। ନିର୍ବାଚନ କମିଶନଙ୍କ ଗାଇଡଲାଇନ ଅନୁଯାୟୀ, ଜିଲ୍ଲାପାଳଙ୍କ ସମ୍ମିଳନୀ କକ୍ଷରେ ଏକ ଗୁରୁତ୍ୱପୂର୍ଣ୍ଣ ସର୍ବଦଳୀୟ ସମୀକ୍ଷା ବୈଠକ ଅନୁଷ୍ଠିତ ହୋଇଯାଇଛି। ଜିଲ୍ଲାପାଳ ତଥା ଜିଲ୍ଲା ନିର୍ବାଚନ ଅଧିକାରୀଙ୍କ ଅଧ୍ୟକ୍ଷତାରେ ଆୟୋଜିତ ଏହି ବୈଠକରେ ବିଜେପି, ବିଜେଡି ଏବଂ କଂଗ୍ରେସ ସମେତ ସମସ୍ତ ପ୍ରମୁଖ ରାଜନୈତିକ ଦଳର ପ୍ରତିନିଧିମାନେ ଉପସ୍ଥିତ ଥିଲେ। ଆସନ୍ତା ମେ ୩୦ ରୁ ଜୁନ ୨୮ ପର୍ଯ୍ୟନ୍ତ ବୁଥ ସ୍ତରୀୟ ଅଧିକାରୀ ମାନେ ଘରକୁ ଘର ବୁଲି ସର୍ଭେ କରିବେ। ଏହି ସ୍ୱଚ୍ଛ ଓ ସଂଶୋଧିତ ଭୋଟର ତାଲିକା ପ୍ରସ୍ତୁତ କରିବା ସହ ୧୮ ବର୍ଷ ଊର୍ଦ୍ଧ୍ୱ ନୂଆ ଯୁବଭୋଟରଙ୍କ ନାମ ଶତପ୍ରତିଶତ ପଞ୍ଜୀକରଣ କରିବା ପାଇଁ ସମସ୍ତ ରାଜନୈତିକ ଦଳକୁ ବୁଥ ସ୍ତରୀୟ ଏଜେଣ୍ଟ ନିଯୁକ୍ତ କରିବାକୁ ପ୍ରଶାସନ ପକ୍ଷରୁ ଗୁହାରି କରାଯାଇଛି। ପ୍ରଶାସନିକ ପ୍ରସ୍ତୁତି ବ୍ୟତୀତ ବଲାଙ୍ଗୀରର ସ୍ଥାନୀୟ ଜନସମସ୍ୟାକୁ ନେଇ ମଧ୍ୟ ରାଜନୀତି ସରଗରମ ରହିଛି। ଜିଲ୍ଲାରେ ଅସହ୍ୟ ଗ୍ରୀଷ୍ମ ପ୍ରବାହ ଚାଲିଥିବା ବେଳେ ବାରମ୍ବାର ଅଘୋଷିତ ବିଦ୍ୟୁତ କାଟକୁ ନେଇ ବିରୋଧୀ ଦଳ ପକ୍ଷରୁ ପ୍ରତିବାଦ ଜୋରଦାର କରାଯାଇଛି। ବିଜୁ ଜନତା ଦଳ ର ନେତା ଓ କାର୍ଯ୍ୟକର୍ତ୍ତାମାନେ ବଲାଙ୍ଗୀର ବିଦ୍ୟୁତ ବିଭାଗ କାର୍ଯ୍ୟାଳୟ ଘେରାଉ କରିବା ସହ ଅବିଳମ୍ବେ ଇଲାକାରେ ବିଦ୍ୟୁତ ଯୋଗାଣକୁ ନିୟମିତ କରିବା ପାଇଁ ଦାବି କରିଛନ୍ତି। ଏହାସହ ଜିଲ୍ଲାରେ ଶିଶୁ ମୃତ୍ୟୁ ହାର ବୃଦ୍ଧି ଏବଂ ସାଧାରଣ ସମସ୍ୟା ଭଳି ସମ୍ବେଦନଶୀଳ ପ୍ରସଙ୍ଗକୁ ନେଇ ମଧ୍ୟ ଶାସକ ଓ ବିରୋଧୀ ଦଳ ମଧ୍ୟରେ ବାକ୍ୟୁଦ୍ଧ ଓ ରାଜନୈତିକ ଆରୋପ-ପ୍ରତ୍ୟାରୋପ ଜାରି ରହିଛି। ଆଗାମୀ ଦିନରେ ଜିଲ୍ଲା ସଂଶୋଧିତ ଭୋଟର ତାଲିକା ପ୍ରକାଶନ ପରେ ରାଜନୈତିକ ଗତିବିଧି ଆହୁରି ତୀବ୍ର ହେବ ବୋଲି ରାଜନୈତିକ ସମୀକ୍ଷକମାନେ ମତ ପ୍ରକାଶ କରିଛନ୍ତି।	[400, 1919, 1081, 2243]
temple-illustration	[867, 4, 1393, 92]
article-modi-govt[interactable]	[13, 688, 378, 1308]
article-heatwave[interactable]	[13, 1314, 378, 1879]
logo-subtitle: ADYASHA	[147, 22, 187, 31]
